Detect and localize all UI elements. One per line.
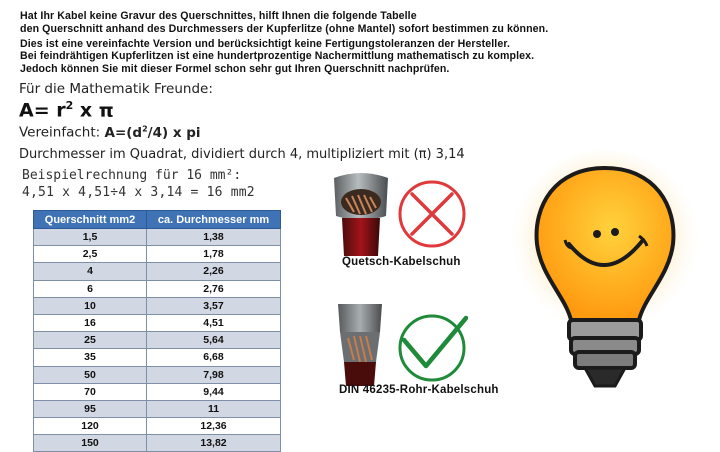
simplified-formula [19,124,201,141]
formula-base: A= r [19,99,66,122]
diameter-cell: 9,44 [147,383,281,400]
diameter-cell: 1,38 [147,229,281,246]
column-header-cross-section: Querschnitt mm2 [34,211,147,229]
cross-section-cell: 35 [34,349,147,366]
diameter-cell: 4,51 [147,314,281,331]
table-row [34,435,281,452]
simplified-part-a: A=(d [104,124,143,141]
table-row [34,418,281,435]
table-header-row [34,211,281,229]
tube-lug-photo [330,302,392,386]
cross-section-table [33,210,281,452]
cross-section-cell: 70 [34,383,147,400]
cross-section-cell: 10 [34,297,147,314]
area-formula [19,99,114,121]
tube-lug-label: DIN 46235-Rohr-Kabelschuh [339,384,499,396]
crimp-lug-photo [328,168,394,256]
table-row [34,366,281,383]
cross-section-cell: 16 [34,314,147,331]
red-cross-icon [396,178,468,250]
intro-line: Jedoch können Sie mit dieser Formel schon sehr gut Ihren Querschnitt nachprüfen. [20,63,450,76]
diameter-cell: 12,36 [147,418,281,435]
formula-description: Durchmesser im Quadrat, dividiert durch 4, multipliziert mit (π) 3,14 [19,147,465,162]
cross-section-cell: 25 [34,332,147,349]
diameter-cell: 13,82 [147,435,281,452]
cross-section-cell: 1,5 [34,229,147,246]
cross-section-cell: 4 [34,263,147,280]
diameter-cell: 3,57 [147,297,281,314]
table-row [34,229,281,246]
cross-section-cell: 150 [34,435,147,452]
table-row [34,280,281,297]
smiling-lightbulb-icon [505,148,705,408]
simplified-prefix: Vereinfacht: [19,124,105,141]
intro-line: Hat Ihr Kabel keine Gravur des Querschnittes, hilft Ihnen die folgende Tabelle [20,10,417,22]
table-row [34,246,281,263]
cross-section-cell: 2,5 [34,246,147,263]
cross-section-cell: 120 [34,418,147,435]
column-header-diameter: ca. Durchmesser mm [147,211,281,229]
table-row [34,349,281,366]
table-row [34,263,281,280]
example-heading: Beispielrechnung für 16 mm²: [22,168,242,183]
cross-section-cell: 6 [34,280,147,297]
simplified-exponent: 2 [142,124,148,133]
intro-line: Dies ist eine vereinfachte Version und berücksichtigt keine Fertigungstoleranzen der Hersteller. [20,37,511,50]
table-row [34,332,281,349]
diameter-cell: 2,26 [147,263,281,280]
formula-exponent: 2 [65,99,74,112]
diameter-cell: 7,98 [147,366,281,383]
math-heading: Für die Mathematik Freunde: [19,81,213,97]
simplified-part-b: /4) x pi [147,124,201,141]
example-calculation: 4,51 x 4,51÷4 x 3,14 = 16 mm2 [22,185,255,200]
formula-rest: x π [73,99,114,122]
table-row [34,383,281,400]
diameter-cell: 5,64 [147,332,281,349]
diameter-cell: 6,68 [147,349,281,366]
intro-line: Bei feindrähtigen Kupferlitzen ist eine hundertprozentige Nachermittlung mathematisch zu komplex. [20,50,535,63]
cross-section-cell: 95 [34,400,147,417]
table-row [34,314,281,331]
table-row [34,297,281,314]
diameter-cell: 1,78 [147,246,281,263]
diameter-cell: 2,76 [147,280,281,297]
table-row [34,400,281,417]
crimp-lug-label: Quetsch-Kabelschuh [342,256,461,268]
intro-line: den Querschnitt anhand des Durchmessers der Kupferlitze (ohne Mantel) sofort bestimmen zu können. [20,22,549,35]
green-check-icon [396,312,468,384]
diameter-cell: 11 [147,400,281,417]
cross-section-cell: 50 [34,366,147,383]
intro-text [20,10,549,76]
